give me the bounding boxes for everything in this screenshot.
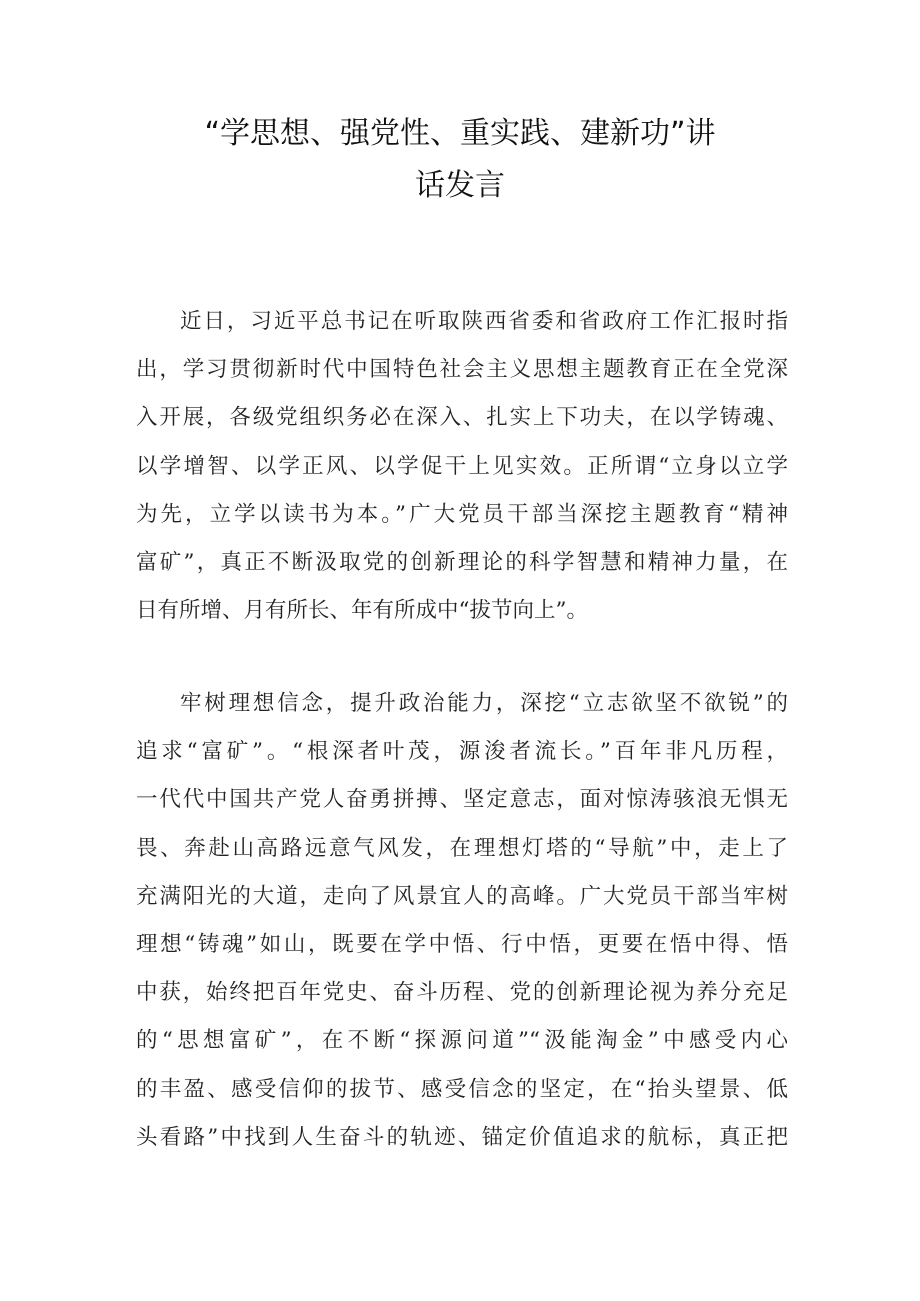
document-title xyxy=(120,108,800,212)
paragraph-line: 头看路”中找到人生奋斗的轨迹、锚定价值追求的航标，真正把 xyxy=(136,1124,788,1150)
paragraph-line: 追求“富矿”。“根深者叶茂，源浚者流长。”百年非凡历程， xyxy=(136,739,788,765)
paragraph-line: 以学增智、以学正风、以学促干上见实效。正所谓“立身以立学 xyxy=(136,453,788,479)
paragraph-line: 近日，习近平总书记在听取陕西省委和省政府工作汇报时指 xyxy=(180,309,788,334)
paragraph-line: 日有所增、月有所长、年有所成中“拔节向上”。 xyxy=(136,598,588,624)
paragraph-line: 为先，立学以读书为本。”广大党员干部当深挖主题教育“精神 xyxy=(136,501,788,527)
paragraph-line: 出，学习贯彻新时代中国特色社会主义思想主题教育正在全党深 xyxy=(136,357,788,383)
paragraph-line: 牢树理想信念，提升政治能力，深挖“立志欲坚不欲锐”的 xyxy=(180,691,788,716)
paragraph-line: 的丰盈、感受信仰的拔节、感受信念的坚定，在“抬头望景、低 xyxy=(136,1076,788,1102)
paragraph-line: 的“思想富矿”，在不断“探源问道”“汲能淘金”中感受内心 xyxy=(136,1028,788,1054)
paragraph-line: 理想“铸魂”如山，既要在学中悟、行中悟，更要在悟中得、悟 xyxy=(136,931,788,957)
paragraph-line: 富矿”，真正不断汲取党的创新理论的科学智慧和精神力量，在 xyxy=(136,549,788,575)
paragraph-line: 中获，始终把百年党史、奋斗历程、党的创新理论视为养分充足 xyxy=(136,980,788,1006)
title-line-2: 话发言 xyxy=(415,168,505,203)
paragraph-line: 入开展，各级党组织务必在深入、扎实上下功夫，在以学铸魂、 xyxy=(136,405,788,431)
paragraph-line: 畏、奔赴山高路远意气风发，在理想灯塔的“导航”中，走上了 xyxy=(136,835,788,861)
paragraph-2 xyxy=(136,680,788,1162)
paragraph-line: 一代代中国共产党人奋勇拼搏、坚定意志，面对惊涛骇浪无惧无 xyxy=(136,787,788,813)
title-line-1: “学思想、强党性、重实践、建新功”讲 xyxy=(204,116,716,151)
paragraph-line: 充满阳光的大道，走向了风景宜人的高峰。广大党员干部当牢树 xyxy=(136,883,788,909)
paragraph-1 xyxy=(136,298,788,635)
